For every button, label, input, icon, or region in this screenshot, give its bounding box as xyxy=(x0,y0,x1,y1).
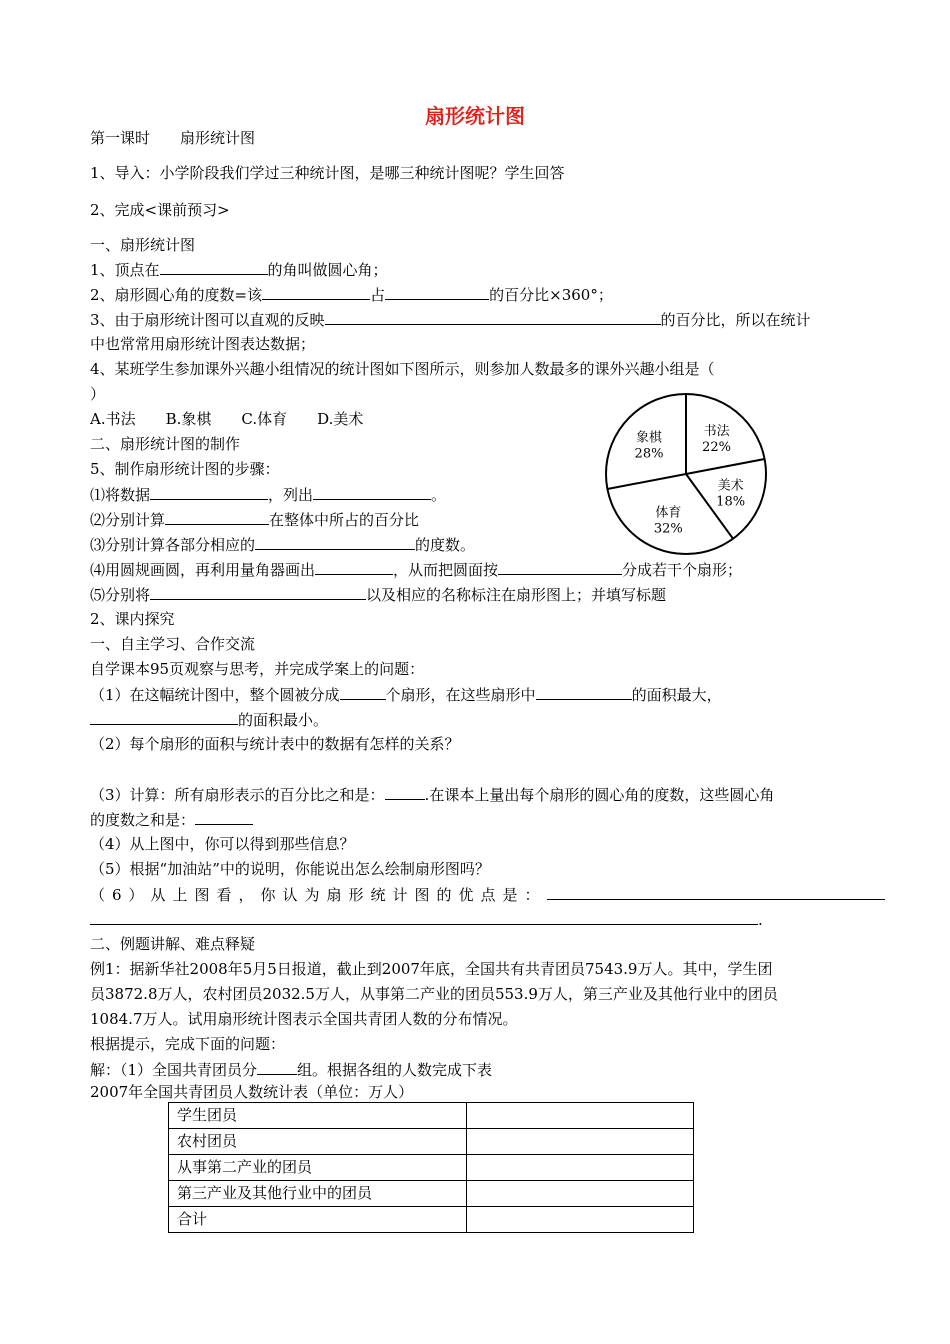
example-text-3: 1084.7万人。试用扇形统计图表示全国共青团人数的分布情况。 xyxy=(90,1010,518,1028)
pie-slice-percent: 22% xyxy=(702,440,732,456)
question-4-info: （4）从上图中，你可以得到那些信息？ xyxy=(90,835,355,853)
question-3-cont: 的度数之和是： xyxy=(90,809,253,830)
table-row xyxy=(169,1207,694,1233)
blank[interactable] xyxy=(90,909,758,925)
table-row xyxy=(169,1181,694,1207)
step-1: ⑴将数据 ，列出 。 xyxy=(90,486,447,504)
question-2: （2）每个扇形的面积与统计表中的数据有怎样的关系？ xyxy=(90,735,460,753)
step-2: ⑵分别计算 在整体中所占的百分比 xyxy=(90,511,420,529)
preview-line: 2、完成<课前预习> xyxy=(90,201,230,219)
table-cell-label: 学生团员 xyxy=(169,1103,467,1129)
question-1: （1）在这幅统计图中，整个圆被分成 个扇形，在这些扇形中 的面积最大， xyxy=(90,686,722,704)
blank[interactable] xyxy=(498,559,622,575)
table-row xyxy=(169,1129,694,1155)
blank[interactable] xyxy=(165,509,269,525)
table-cell-label: 农村团员 xyxy=(169,1129,467,1155)
definition-line-2: 2、扇形圆心角的度数=该 占 的百分比×360°； xyxy=(90,286,613,304)
question-4: 4、某班学生参加课外兴趣小组情况的统计图如下图所示，则参加人数最多的课外兴趣小组是（ xyxy=(90,360,715,378)
pie-slice-label: 体育 xyxy=(655,505,682,521)
table-cell-label: 合计 xyxy=(169,1207,467,1233)
intro-line: 1、导入：小学阶段我们学过三种统计图，是哪三种统计图呢？学生回答 xyxy=(90,164,565,182)
pie-slice-percent: 18% xyxy=(716,494,746,510)
blank[interactable] xyxy=(385,284,489,300)
blank[interactable] xyxy=(255,534,415,550)
table-row xyxy=(169,1155,694,1181)
blank[interactable] xyxy=(385,784,425,800)
table-cell-value[interactable] xyxy=(467,1207,694,1233)
step-3: ⑶分别计算各部分相应的 的度数。 xyxy=(90,536,476,554)
question-4-cont: ） xyxy=(90,385,106,403)
blank[interactable] xyxy=(536,684,632,700)
pie-slice-percent: 32% xyxy=(653,521,683,537)
in-class-heading: 2、课内探究 xyxy=(90,610,175,628)
definition-line-3-cont: 中也常常用扇形统计图表达数据； xyxy=(90,335,316,353)
definition-line-1: 1、顶点在 的角叫做圆心角； xyxy=(90,261,388,279)
pie-slice-percent: 28% xyxy=(634,446,664,462)
blank[interactable] xyxy=(90,709,238,725)
question-6-cont: . xyxy=(90,909,763,930)
self-study-intro: 自学课本95页观察与思考，并完成学案上的问题： xyxy=(90,660,425,678)
blank[interactable] xyxy=(325,309,661,325)
pie-slice-label: 书法 xyxy=(703,424,730,440)
lesson-heading: 第一课时 扇形统计图 xyxy=(90,129,256,147)
blank[interactable] xyxy=(313,484,431,500)
table-cell-value[interactable] xyxy=(467,1181,694,1207)
blank[interactable] xyxy=(340,684,386,700)
table-cell-value[interactable] xyxy=(467,1155,694,1181)
table-cell-label: 第三产业及其他行业中的团员 xyxy=(169,1181,467,1207)
section-heading-pie: 一、扇形统计图 xyxy=(90,236,196,254)
self-study-heading: 一、自主学习、合作交流 xyxy=(90,635,256,653)
example-text-1: 例1：据新华社2008年5月5日报道，截止到2007年底，全国共有共青团员7543.9万人。其中，学生团 xyxy=(90,960,773,978)
blank[interactable] xyxy=(150,484,268,500)
blank[interactable] xyxy=(547,884,885,900)
pie-chart xyxy=(602,388,772,558)
table-cell-value[interactable] xyxy=(467,1129,694,1155)
solution-line: 解：（1）全国共青团员分 组。根据各组的人数完成下表 xyxy=(90,1061,493,1079)
table-cell-label: 从事第二产业的团员 xyxy=(169,1155,467,1181)
blank[interactable] xyxy=(160,259,268,275)
section-heading-make: 二、扇形统计图的制作 xyxy=(90,435,241,453)
question-4-options: A.书法 B.象棋 C.体育 D.美术 xyxy=(90,410,364,428)
question-3: （3）计算：所有扇形表示的百分比之和是： .在课本上量出每个扇形的圆心角的度数，这些圆心角 xyxy=(90,786,775,804)
statistics-table xyxy=(168,1102,694,1233)
blank[interactable] xyxy=(195,809,253,825)
blank[interactable] xyxy=(315,559,393,575)
steps-heading: 5、制作扇形统计图的步骤： xyxy=(90,460,280,478)
hint-line: 根据提示，完成下面的问题： xyxy=(90,1035,286,1053)
pie-slice-label: 象棋 xyxy=(636,430,663,446)
definition-line-3: 3、由于扇形统计图可以直观的反映 的百分比，所以在统计 xyxy=(90,311,811,329)
table-caption: 2007年全国共青团员人数统计表（单位：万人） xyxy=(90,1083,414,1101)
question-1-cont: 的面积最小。 xyxy=(90,709,328,730)
pie-slice-label: 美术 xyxy=(717,478,744,494)
step-4: ⑷用圆规画圆，再利用量角器画出 ，从而把圆面按 分成若干个扇形； xyxy=(90,561,743,579)
question-5: （5）根据“加油站”中的说明，你能说出怎么绘制扇形图吗？ xyxy=(90,860,490,878)
blank[interactable] xyxy=(150,584,366,600)
page-title: 扇形统计图 xyxy=(425,104,525,128)
question-6: （6）从上图看，你认为扇形统计图的优点是： xyxy=(90,884,885,905)
example-text-2: 员3872.8万人，农村团员2032.5万人，从事第二产业的团员553.9万人，第三产业及其他行业中的团员 xyxy=(90,985,778,1003)
step-5: ⑸分别将 以及相应的名称标注在扇形图上；并填写标题 xyxy=(90,586,667,604)
table-row xyxy=(169,1103,694,1129)
blank[interactable] xyxy=(257,1059,297,1075)
example-heading: 二、例题讲解、难点释疑 xyxy=(90,935,256,953)
table-cell-value[interactable] xyxy=(467,1103,694,1129)
blank[interactable] xyxy=(262,284,370,300)
